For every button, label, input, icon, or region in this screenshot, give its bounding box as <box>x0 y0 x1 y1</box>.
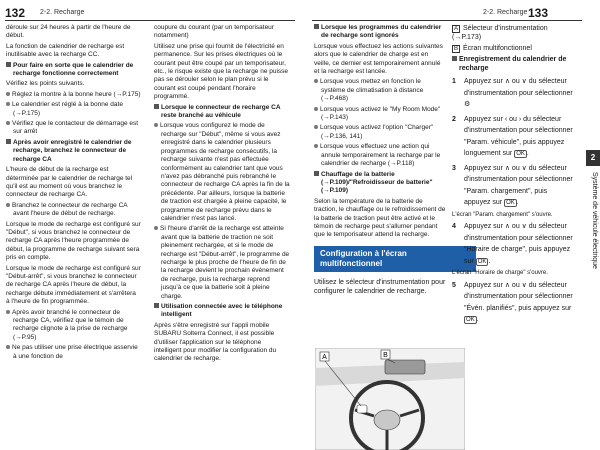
section-title-right: 2-2. Recharge <box>483 9 528 16</box>
bullet-icon <box>154 123 158 127</box>
ok-key-icon: OK <box>516 151 525 157</box>
bullet-icon <box>314 107 318 111</box>
subheading: Chauffage de la batterie (→P.109)/"Refroidisseur de batterie" (→P.109) <box>314 171 446 196</box>
paragraph: La fonction de calendrier de recharge est inutilisable avec la recharge CC. <box>6 42 125 59</box>
bullet-item: Branchez le connecteur de recharge CA avant l'heure de début de recharge. <box>6 202 141 219</box>
steering-wheel-figure <box>315 348 465 450</box>
bullet-item: Après avoir branché le connecteur de recharge CA, vérifiez que le témoin de recharge clignote à la prise de recharge (→P.95) <box>6 309 141 343</box>
ok-key-icon: OK <box>477 258 487 265</box>
bullet-icon <box>6 92 10 96</box>
bullet-item: Lorsque vous configurez le mode de recharge sur "Début", même si vous avez enregistré dans le calendrier plusieurs programmes de recharge consécutifs, la recharge suivante n'est pas effectuée conformément au calendrier tant que vous n'avez pas débranché puis rebranché le connecteur de recharge CA après la fin de la précédente. Par ailleurs, lorsque la batterie de traction est chargée à pleine capacité, le programme de recharge prévu dans le calendrier n'est pas lancé. <box>154 122 290 223</box>
subheading: Utilisation connectée avec le téléphone intelligent <box>154 303 290 320</box>
header-rule-right <box>312 20 582 21</box>
bullet-icon <box>6 121 10 125</box>
bullet-item: Lorsque vous mettez en fonction le système de climatisation à distance (→P.468) <box>314 78 446 103</box>
paragraph: Après s'être enregistré sur l'appli mobile SUBARU Solterra Connect, il est possible d'utiliser l'application sur le téléphone intelligent pour modifier la configuration du calendrier de recharge. <box>154 321 277 363</box>
square-bullet-icon <box>6 139 11 144</box>
subheading: Enregistrement du calendrier de recharge <box>452 55 574 73</box>
page-number-left: 132 <box>5 6 26 20</box>
bullet-icon <box>6 345 10 349</box>
subheading: Lorsque les programmes du calendrier de recharge sont ignorés <box>314 24 446 41</box>
column-2 <box>154 24 290 366</box>
step-5: 5 Appuyez sur ∧ ou ∨ du sélecteur d'instrumentation pour sélectionner "Évén. planifiés", puis appuyez sur OK . <box>452 281 573 323</box>
bullet-icon <box>6 203 10 207</box>
bullet-icon <box>314 79 318 83</box>
subheading: Après avoir enregistré le calendrier de recharge, branchez le connecteur de recharge CA <box>6 139 141 164</box>
step-4: 4 Appuyez sur ∧ ou ∨ du sélecteur d'instrumentation pour sélectionner "Horaire de charge", puis appuyez sur OK . <box>452 223 573 265</box>
square-bullet-icon <box>452 56 457 61</box>
legend-b: B Écran multifonctionnel <box>454 45 532 52</box>
bullet-item: Vérifiez que le contacteur de démarrage est sur arrêt <box>6 120 141 137</box>
step-2: 2 Appuyez sur ‹ ou › du sélecteur d'instrumentation pour sélectionner "Param. véhicule", puis appuyez longuement sur OK . <box>452 115 573 157</box>
subheading: Lorsque le connecteur de recharge CA reste branché au véhicule <box>154 104 290 121</box>
header-rule-left <box>5 20 295 21</box>
section-banner: Configuration à l'écran multifonctionnel <box>314 246 476 272</box>
callout-a-label: A <box>322 354 327 361</box>
square-bullet-icon <box>6 62 11 67</box>
bullet-item: Lorsque vous activez l'option "Charger" (→P.136, 141) <box>314 124 446 141</box>
column-3 <box>314 24 446 298</box>
step-3: 3 Appuyez sur ∧ ou ∨ du sélecteur d'instrumentation pour sélectionner "Param. chargement", puis appuyez sur OK . <box>452 164 573 206</box>
bullet-item: Ne pas utiliser une prise électrique asservie à une fonction de <box>6 344 141 361</box>
column-4 <box>452 24 574 329</box>
bullet-item: Réglez la montre à la bonne heure (→P.175) <box>6 91 141 99</box>
bullet-item: Le calendrier est réglé à la bonne date (→P.175) <box>6 101 141 118</box>
label-b-box: B <box>454 46 459 52</box>
paragraph: L'heure de début de la recharge est déterminée par le calendrier de recharge tel qu'il est au moment où vous branchez le connecteur de recharge CA. <box>6 166 133 199</box>
paragraph: Vérifiez les points suivants. <box>6 80 85 88</box>
page-header <box>0 0 600 22</box>
chapter-tab: 2 <box>586 150 600 166</box>
bullet-icon <box>6 102 10 106</box>
paragraph: Utilisez le sélecteur d'instrumentation pour configurer le calendrier de recharge. <box>314 278 446 295</box>
steering-hub <box>374 410 400 430</box>
callout-b-label: B <box>383 352 388 359</box>
page-number-right: 133 <box>528 6 549 20</box>
legend-a: A Sélecteur d'instrumentation (→P.173) <box>452 25 548 41</box>
bullet-icon <box>314 144 318 148</box>
ok-key-icon: OK <box>506 200 515 206</box>
column-1 <box>6 24 141 363</box>
chapter-title-vertical: Système de véhicule électrique <box>591 172 598 269</box>
step-note: L'écran "Param. chargement" s'ouvre. <box>452 211 553 218</box>
bullet-icon <box>314 125 318 129</box>
label-a-box: A <box>454 26 459 32</box>
step-note: L'écran "Horaire de charge" s'ouvre. <box>452 270 548 276</box>
multi-display-screen <box>385 360 425 374</box>
paragraph: Lorsque le mode de recharge est configuré sur "Début-arrêt", si vous branchez le connecteur de recharge CA après l'heure de début, la recharge débute immédiatement et s'arrêtera à l'heure de fin programmée. <box>6 264 141 306</box>
subheading: Pour faire en sorte que le calendrier de recharge fonctionne correctement <box>6 62 141 79</box>
square-bullet-icon <box>154 303 159 308</box>
paragraph: Lorsque le mode de recharge est configuré sur "Début", si vous branchez le connecteur de recharge CA après l'heure programmée de début, la programme de recharge suivant sera pris en compte. <box>6 220 141 262</box>
paragraph: Selon la température de la batterie de traction, le chauffage ou le refroidissement de la batterie de traction peut être activé et le témoin de recharge peut s'allumer pendant que le temporisateur attend la recharge. <box>314 197 446 239</box>
meter-selector-control <box>357 405 367 413</box>
bullet-icon <box>154 226 158 230</box>
section-title-left: 2-2. Recharge <box>40 9 85 16</box>
paragraph: Lorsque vous effectuez les actions suivantes alors que le calendrier de charge est en veille, ce dernier est temporairement annulé et la recharge est lancée. <box>314 42 443 76</box>
bullet-item: Lorsque vous activez le "My Room Mode" (→P.143) <box>314 106 446 123</box>
square-bullet-icon <box>154 104 159 109</box>
square-bullet-icon <box>314 24 319 29</box>
paragraph: coupure du courant (par un temporisateur notamment) <box>154 24 274 40</box>
square-bullet-icon <box>314 171 319 176</box>
step-1: 1 Appuyez sur ∧ ou ∨ du sélecteur d'instrumentation pour sélectionner ⚙ <box>452 78 573 108</box>
bullet-icon <box>6 310 10 314</box>
paragraph: Utilisez une prise qui fournit de l'électricité en permanence. Sur les prises électriques où le courant peut être coupé par un temporisateur, etc., le risque existe que la recharge ne puisse pas se dérouler selon le plan prévu si le courant est coupé pendant l'horaire programmé. <box>154 42 289 101</box>
bullet-item: Lorsque vous effectuez une action qui annule temporairement la recharge par le calendrier de recharge (→P.118) <box>314 143 446 168</box>
ok-key-icon: OK <box>466 317 475 323</box>
bullet-item: Si l'heure d'arrêt de la recharge est atteinte avant que la batterie de traction ne soit pleinement rechargée, et si le mode de recharge est "Début-arrêt", le programme de recharge le plus proche de l'heure de fin de la recharge devient le prochain événement de recharge, puis la recharge reprend jusqu'à ce que la batterie soit à pleine charge. <box>154 225 290 301</box>
paragraph: déroule sur 24 heures à partir de l'heure de début. <box>6 24 131 40</box>
